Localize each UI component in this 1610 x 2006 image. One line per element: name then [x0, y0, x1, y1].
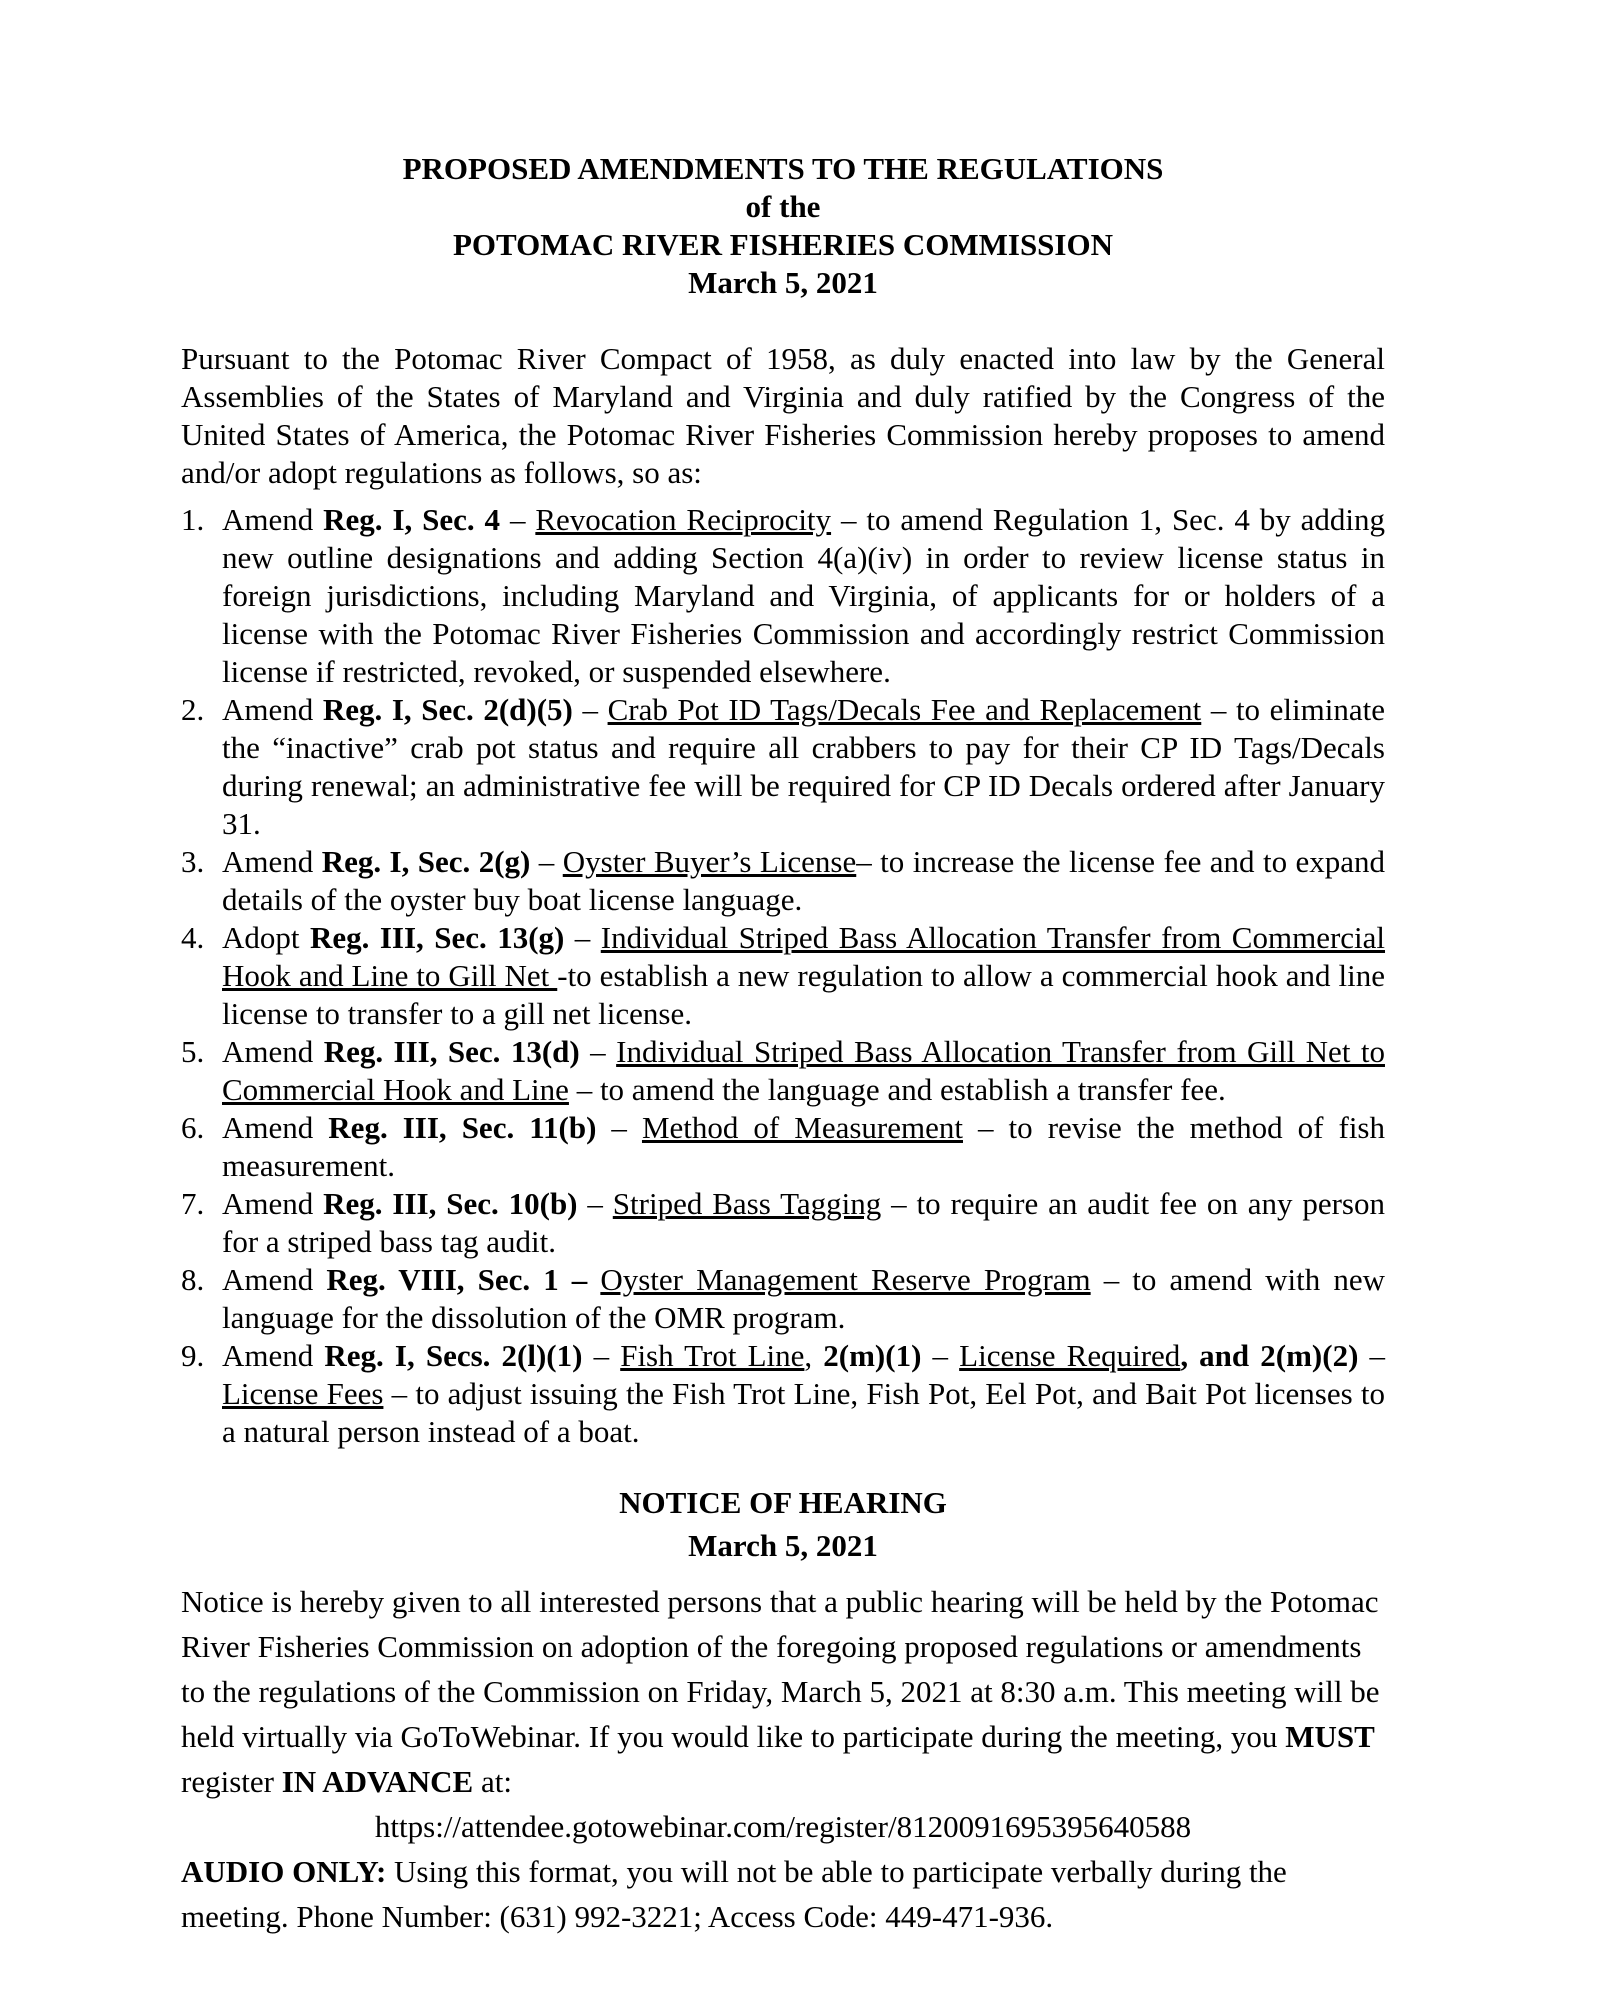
amendment-item: [181, 1337, 1385, 1451]
amendment-number: 1.: [181, 502, 205, 537]
registration-url[interactable]: https://attendee.gotowebinar.com/register/8120091695395640588: [374, 1809, 1192, 1844]
intro-paragraph: Pursuant to the Potomac River Compact of 1958, as duly enacted into law by the General Assemblies of the States of Maryland and Virginia and duly ratified by the Congress of the United States of America, the Potomac River Fisheries Commission hereby proposes to amend and/or adopt regulations as follows, so as:: [181, 341, 1385, 490]
notice-heading: NOTICE OF HEARING: [619, 1485, 947, 1520]
amendment-text: Adopt Reg. III, Sec. 13(g) – Individual Striped Bass Allocation Transfer from Commercial Hook and Line to Gill Net -to establish a new regulation to allow a commercial hook and line license to transfer to a gill net license.: [222, 920, 1386, 1031]
amendment-text: Amend Reg. VIII, Sec. 1 – Oyster Management Reserve Program – to amend with new language for the dissolution of the OMR program.: [222, 1262, 1385, 1335]
document-title-line4: March 5, 2021: [688, 265, 878, 300]
document-title: [181, 150, 1385, 302]
notice-date: March 5, 2021: [688, 1528, 878, 1563]
amendment-number: 5.: [181, 1034, 205, 1069]
amendment-text: Amend Reg. I, Secs. 2(l)(1) – Fish Trot Line, 2(m)(1) – License Required, and 2(m)(2) – License Fees – to adjust issuing the Fish Trot Line, Fish Pot, Eel Pot, and Bait Pot licenses to a natural person instead of a boat.: [222, 1338, 1386, 1449]
amendment-number: 9.: [181, 1338, 205, 1373]
amendment-item: [181, 1109, 1385, 1185]
amendment-number: 4.: [181, 920, 205, 955]
amendment-item: [181, 1185, 1385, 1261]
document-title-line2: of the: [745, 189, 821, 224]
amendment-item: [181, 501, 1385, 691]
amendment-number: 2.: [181, 692, 205, 727]
amendment-item: [181, 691, 1385, 843]
notice-paragraph: Notice is hereby given to all interested persons that a public hearing will be held by the Potomac River Fisheries Commission on adoption of the foregoing proposed regulations or amendments to the regulations of the Commission on Friday, March 5, 2021 at 8:30 a.m. This meeting will be held virtually via GoToWebinar. If you would like to participate during the meeting, you MUST register IN ADVANCE at:: [181, 1584, 1380, 1799]
amendment-item: [181, 1261, 1385, 1337]
amendment-text: Amend Reg. I, Sec. 4 – Revocation Reciprocity – to amend Regulation 1, Sec. 4 by adding new outline designations and adding Section 4(a)(iv) in order to review license status in foreign jurisdictions, including Maryland and Virginia, of applicants for or holders of a license with the Potomac River Fisheries Commission and accordingly restrict Commission license if restricted, revoked, or suspended elsewhere.: [222, 502, 1386, 689]
amendment-text: Amend Reg. I, Sec. 2(d)(5) – Crab Pot ID Tags/Decals Fee and Replacement – to eliminate the “inactive” crab pot status and require all crabbers to pay for their CP ID Tags/Decals during renewal; an administrative fee will be required for CP ID Decals ordered after January 31.: [222, 692, 1385, 841]
amendment-text: Amend Reg. III, Sec. 11(b) – Method of Measurement – to revise the method of fish measurement.: [222, 1110, 1386, 1183]
amendment-number: 6.: [181, 1110, 205, 1145]
amendment-text: Amend Reg. I, Sec. 2(g) – Oyster Buyer’s License– to increase the license fee and to expand details of the oyster buy boat license language.: [222, 844, 1386, 917]
document-title-line1: PROPOSED AMENDMENTS TO THE REGULATIONS: [402, 151, 1164, 186]
amendment-number: 8.: [181, 1262, 205, 1297]
amendment-item: [181, 919, 1385, 1033]
amendment-item: [181, 843, 1385, 919]
amendment-text: Amend Reg. III, Sec. 13(d) – Individual Striped Bass Allocation Transfer from Gill Net to Commercial Hook and Line – to amend the language and establish a transfer fee.: [222, 1034, 1385, 1107]
amendment-number: 3.: [181, 844, 205, 879]
amendment-item: [181, 1033, 1385, 1109]
amendments-list: [181, 501, 1385, 1451]
amendment-number: 7.: [181, 1186, 205, 1221]
document-title-line3: POTOMAC RIVER FISHERIES COMMISSION: [453, 227, 1113, 262]
audio-only-paragraph: AUDIO ONLY: Using this format, you will not be able to participate verbally during the meeting. Phone Number: (631) 992-3221; Access Code: 449-471-936.: [181, 1854, 1287, 1934]
notice-heading-block: [181, 1481, 1385, 1567]
amendment-text: Amend Reg. III, Sec. 10(b) – Striped Bass Tagging – to require an audit fee on any person for a striped bass tag audit.: [222, 1186, 1385, 1259]
